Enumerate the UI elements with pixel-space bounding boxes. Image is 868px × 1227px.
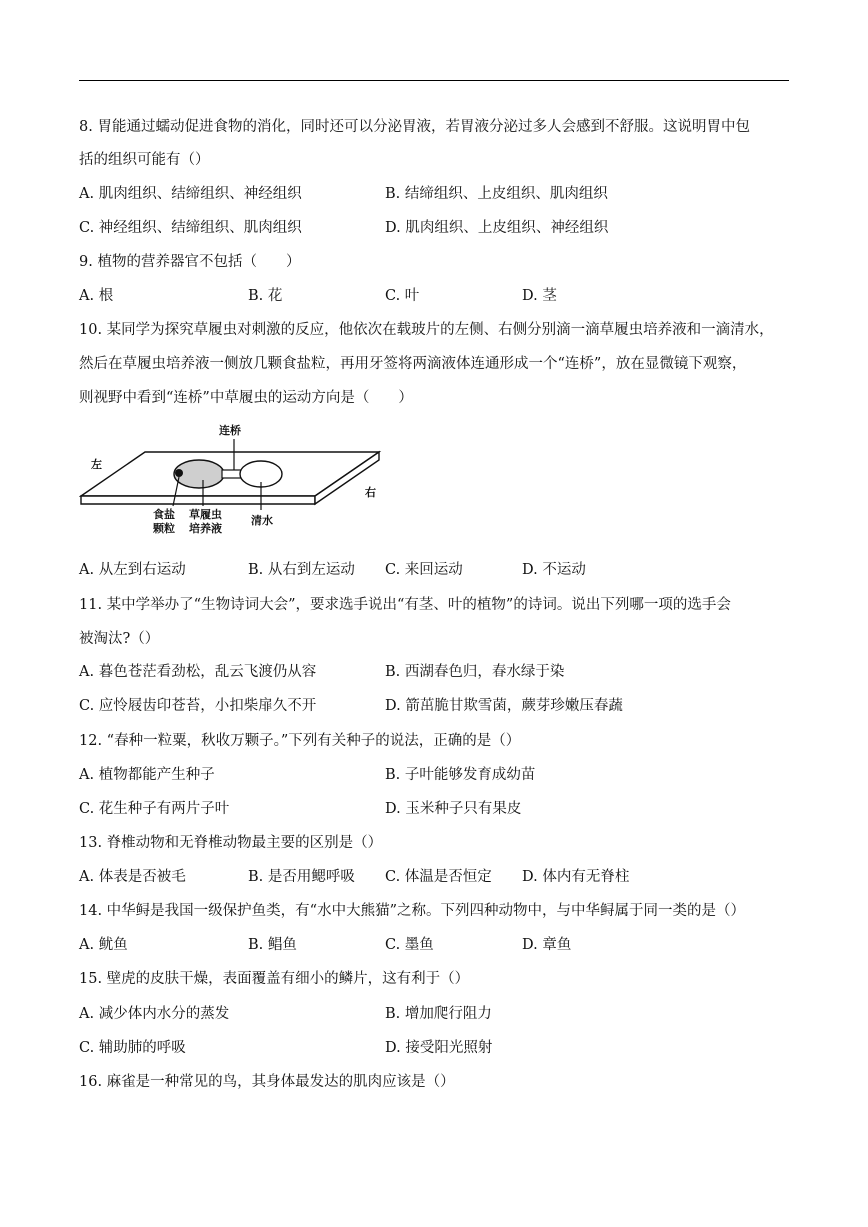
q13-option-b: B. 是否用鳃呼吸 bbox=[248, 869, 355, 885]
q11-option-d: D. 箭茁脆甘欺雪菌，蕨芽珍嫩压春蔬 bbox=[385, 698, 623, 714]
q8-option-a: A. 肌肉组织、结缔组织、神经组织 bbox=[79, 186, 302, 202]
q10-option-d: D. 不运动 bbox=[522, 562, 586, 578]
q14-stem: 14. 中华鲟是我国一级保护鱼类，有“水中大熊猫”之称。下列四种动物中，与中华鲟属于同一类的是（） bbox=[79, 903, 745, 919]
q10-option-c: C. 来回运动 bbox=[385, 562, 463, 578]
q9-stem: 9. 植物的营养器官不包括（ ） bbox=[79, 254, 301, 270]
q12-option-a: A. 植物都能产生种子 bbox=[79, 767, 215, 783]
q8-option-b: B. 结缔组织、上皮组织、肌肉组织 bbox=[385, 186, 608, 202]
q12-stem: 12. “春种一粒粟，秋收万颗子。”下列有关种子的说法，正确的是（） bbox=[79, 733, 521, 749]
slide-front-edge bbox=[81, 496, 315, 504]
q11-stem-line2: 被淘汰?（） bbox=[79, 631, 160, 647]
q14-option-b: B. 鲳鱼 bbox=[248, 937, 297, 953]
q9-option-b: B. 花 bbox=[248, 288, 283, 304]
label-left: 左 bbox=[91, 458, 102, 471]
q15-stem: 15. 壁虎的皮肤干燥，表面覆盖有细小的鳞片，这有利于（） bbox=[79, 971, 470, 987]
q15-option-a: A. 减少体内水分的蒸发 bbox=[79, 1006, 230, 1022]
salt-grain bbox=[175, 469, 183, 477]
q13-option-d: D. 体内有无脊柱 bbox=[522, 869, 630, 885]
q15-option-b: B. 增加爬行阻力 bbox=[385, 1006, 492, 1022]
slide-diagram bbox=[79, 420, 399, 540]
q12-option-d: D. 玉米种子只有果皮 bbox=[385, 801, 522, 817]
q13-option-a: A. 体表是否被毛 bbox=[79, 869, 186, 885]
q12-option-c: C. 花生种子有两片子叶 bbox=[79, 801, 230, 817]
q16-stem: 16. 麻雀是一种常见的鸟，其身体最发达的肌肉应该是（） bbox=[79, 1074, 455, 1090]
label-culture-line2: 培养液 bbox=[189, 522, 222, 535]
q10-stem-line3: 则视野中看到“连桥”中草履虫的运动方向是（ ） bbox=[79, 390, 413, 406]
q13-option-c: C. 体温是否恒定 bbox=[385, 869, 492, 885]
q9-option-c: C. 叶 bbox=[385, 288, 420, 304]
q13-stem: 13. 脊椎动物和无脊椎动物最主要的区别是（） bbox=[79, 835, 383, 851]
label-salt-line2: 颗粒 bbox=[153, 522, 175, 535]
label-water: 清水 bbox=[251, 514, 273, 527]
q9-option-a: A. 根 bbox=[79, 288, 114, 304]
label-salt-line1: 食盐 bbox=[153, 508, 175, 521]
header-rule bbox=[79, 80, 789, 81]
q10-option-b: B. 从右到左运动 bbox=[248, 562, 355, 578]
q11-option-c: C. 应怜屐齿印苍苔，小扣柴扉久不开 bbox=[79, 698, 317, 714]
q9-option-d: D. 茎 bbox=[522, 288, 557, 304]
q8-stem-line2: 括的组织可能有（） bbox=[79, 152, 210, 168]
q14-option-a: A. 鱿鱼 bbox=[79, 937, 128, 953]
q10-option-a: A. 从左到右运动 bbox=[79, 562, 186, 578]
q10-stem-line2: 然后在草履虫培养液一侧放几颗食盐粒，再用牙签将两滴液体连通形成一个“连桥”，放在显微镜下观察， bbox=[79, 356, 747, 372]
label-bridge: 连桥 bbox=[219, 424, 241, 437]
q14-option-c: C. 墨鱼 bbox=[385, 937, 434, 953]
q11-stem-line1: 11. 某中学举办了“生物诗词大会”，要求选手说出“有茎、叶的植物”的诗词。说出下列哪一项的选手会 bbox=[79, 597, 731, 613]
label-right: 右 bbox=[365, 486, 376, 499]
q12-option-b: B. 子叶能够发育成幼苗 bbox=[385, 767, 536, 783]
q15-option-c: C. 辅助肺的呼吸 bbox=[79, 1040, 186, 1056]
q14-option-d: D. 章鱼 bbox=[522, 937, 572, 953]
q11-option-a: A. 暮色苍茫看劲松，乱云飞渡仍从容 bbox=[79, 664, 317, 680]
label-culture-line1: 草履虫 bbox=[189, 508, 222, 521]
q11-option-b: B. 西湖春色归，春水绿于染 bbox=[385, 664, 565, 680]
bridge-channel bbox=[222, 470, 242, 478]
q8-stem-line1: 8. 胃能通过蠕动促进食物的消化，同时还可以分泌胃液，若胃液分泌过多人会感到不舒服。这说明胃中包 bbox=[79, 119, 750, 135]
q10-stem-line1: 10. 某同学为探究草履虫对刺激的反应，他依次在载玻片的左侧、右侧分别滴一滴草履虫培养液和一滴清水， bbox=[79, 322, 774, 338]
q8-option-c: C. 神经组织、结缔组织、肌肉组织 bbox=[79, 220, 302, 236]
q8-option-d: D. 肌肉组织、上皮组织、神经组织 bbox=[385, 220, 609, 236]
q15-option-d: D. 接受阳光照射 bbox=[385, 1040, 493, 1056]
